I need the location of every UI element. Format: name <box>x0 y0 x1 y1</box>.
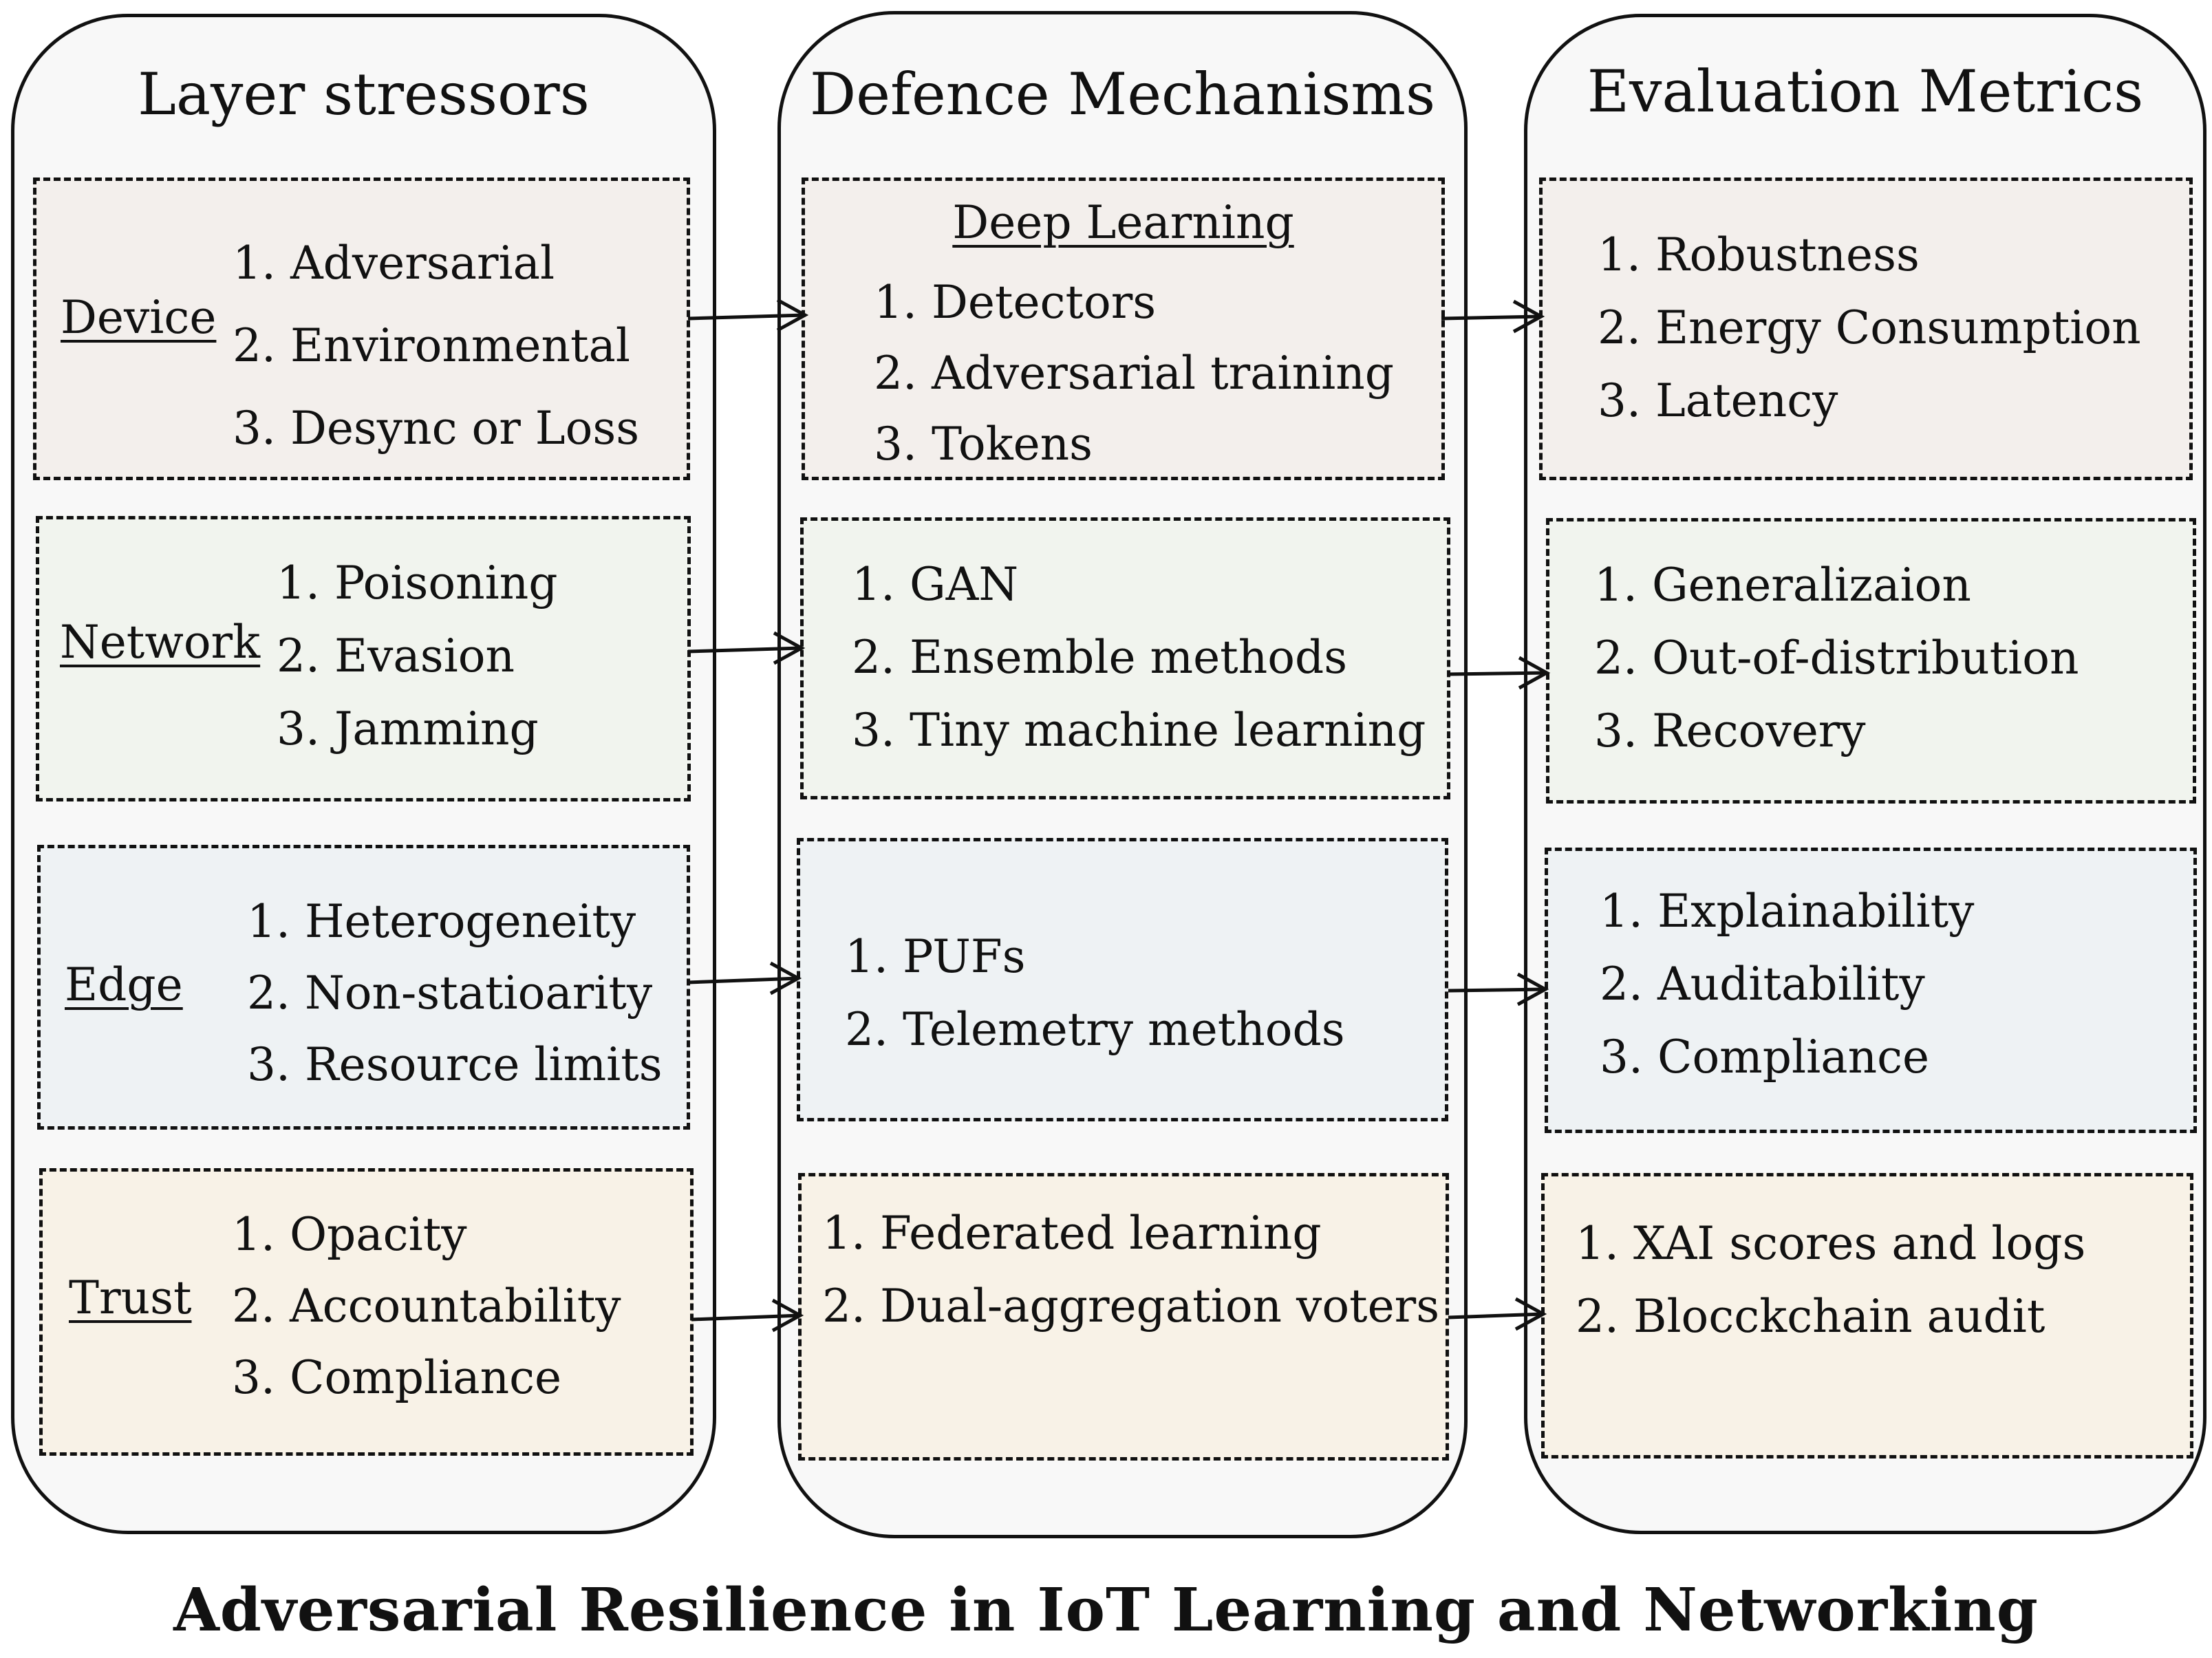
list-item: 2. Telemetry methods <box>845 1003 1345 1056</box>
list-item: 1. Detectors <box>874 276 1157 329</box>
arrow-trust-to-defence <box>691 1315 800 1320</box>
list-item: 2. Accountability <box>232 1280 621 1333</box>
arrow-deep-learning-to-metrics <box>1441 316 1541 319</box>
list-item: 1. Explainability <box>1600 885 1975 938</box>
list-item: 2. Energy Consumption <box>1598 301 2141 354</box>
list-item: 1. XAI scores and logs <box>1576 1217 2086 1270</box>
list-item: 2. Ensemble methods <box>852 631 1348 684</box>
list-item: 2. Adversarial training <box>874 347 1394 400</box>
arrow-device-to-deep-learning <box>688 315 805 319</box>
list-item: 3. Recovery <box>1594 704 1866 757</box>
list-item: 3. Resource limits <box>247 1038 663 1091</box>
layer-label-network: Network <box>60 616 261 669</box>
column-title-evaluation-metrics: Evaluation Metrics <box>1587 58 2144 125</box>
list-item: 1. Poisoning <box>277 557 558 610</box>
list-item: 1. PUFs <box>845 930 1026 983</box>
list-item: 1. Robustness <box>1598 228 1920 281</box>
list-item: 3. Compliance <box>232 1351 562 1404</box>
list-item: 3. Compliance <box>1600 1031 1930 1084</box>
list-item: 3. Latency <box>1598 374 1838 427</box>
list-item: 2. Out-of-distribution <box>1594 632 2079 685</box>
layer-label-edge: Edge <box>65 958 183 1011</box>
list-item: 2. Environmental <box>233 319 630 372</box>
arrow-edge-to-defence <box>688 978 798 982</box>
list-item: 1. Opacity <box>232 1208 467 1261</box>
list-item: 2. Evasion <box>277 629 515 682</box>
list-item: 1. Generalizaion <box>1594 559 1971 612</box>
list-item: 2. Auditability <box>1600 958 1925 1011</box>
arrow-network-to-defence <box>688 648 802 652</box>
figure-caption: Adversarial Resilience in IoT Learning and Networking <box>173 1575 2039 1645</box>
list-item: 2. Non-statioarity <box>247 967 653 1020</box>
list-item: 1. Adversarial <box>233 237 555 290</box>
list-item: 1. GAN <box>852 558 1019 611</box>
arrow-defence-to-metrics-2 <box>1448 673 1547 674</box>
list-item: 3. Jamming <box>277 702 539 755</box>
list-item: 1. Heterogeneity <box>247 895 636 948</box>
list-item: 1. Federated learning <box>822 1207 1322 1260</box>
list-item: 3. Tokens <box>874 418 1093 471</box>
list-item: 3. Desync or Loss <box>233 402 640 455</box>
list-item: 2. Blocckchain audit <box>1576 1290 2045 1343</box>
column-title-layer-stressors: Layer stressors <box>138 61 590 128</box>
column-title-defence-mechanisms: Defence Mechanisms <box>809 61 1436 128</box>
list-item: 2. Dual-aggregation voters <box>822 1280 1440 1333</box>
arrow-defence-to-metrics-4 <box>1448 1314 1543 1317</box>
layer-label-device: Device <box>61 291 217 344</box>
arrow-defence-to-metrics-3 <box>1448 989 1545 991</box>
defence-subtitle-deep-learning: Deep Learning <box>952 196 1294 249</box>
layer-label-trust: Trust <box>69 1271 192 1324</box>
list-item: 3. Tiny machine learning <box>852 704 1426 757</box>
